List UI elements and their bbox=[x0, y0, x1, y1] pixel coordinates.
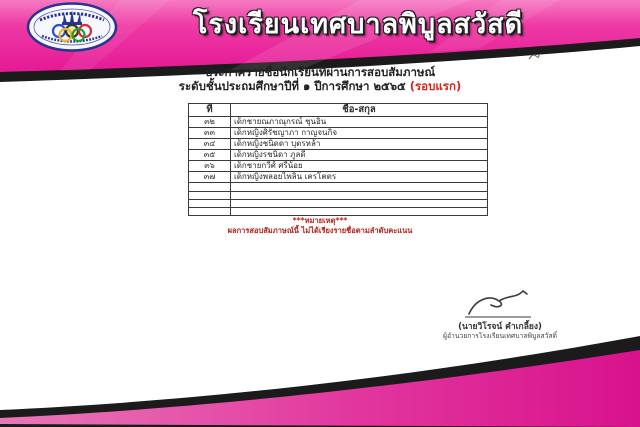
row-number: ๓๖ bbox=[189, 161, 231, 172]
signer-name: (นายวิโรจน์ คำเกลี้ยง) bbox=[458, 322, 542, 332]
note-block bbox=[0, 216, 640, 235]
row-number: ๓๔ bbox=[189, 139, 231, 150]
row-number: ๓๒ bbox=[189, 117, 231, 128]
student-name: เด็กหญิงชนิดดา บุตรหล้า bbox=[231, 139, 488, 150]
empty-table-row bbox=[189, 200, 488, 208]
student-roster-table bbox=[188, 103, 488, 216]
table-row bbox=[189, 172, 488, 183]
signer-position: ผู้อำนวยการโรงเรียนเทศบาลพิบูลสวัสดิ์ bbox=[442, 332, 558, 340]
col-header-no: ที่ bbox=[189, 104, 231, 117]
student-name: เด็กหญิงพลอยไพลิน เครโคตร bbox=[231, 172, 488, 183]
round-first-label: (รอบแรก) bbox=[409, 79, 462, 93]
table-row bbox=[189, 139, 488, 150]
table-header-row bbox=[189, 104, 488, 117]
note-text: ผลการสอบสัมภาษณ์นี้ ไม่ได้เรียงรายชื่อตามลำดับคะแนน bbox=[227, 225, 413, 235]
table-row bbox=[189, 161, 488, 172]
footer-pink-swoosh bbox=[0, 332, 640, 427]
row-number: ๓๕ bbox=[189, 150, 231, 161]
col-header-name: ชื่อ-สกุล bbox=[231, 104, 488, 117]
table-row bbox=[189, 128, 488, 139]
student-name: เด็กชายณภาณุกรณ์ ชุนอิน bbox=[231, 117, 488, 128]
announcement-title-line1: ประกาศรายชื่อนักเรียนที่ผ่านการสอบสัมภาษณ์ bbox=[204, 65, 436, 79]
handwritten-signature bbox=[461, 288, 539, 322]
school-name-banner: โรงเรียนเทศบาลพิบูลสวัสดี bbox=[192, 9, 524, 40]
row-number: ๓๓ bbox=[189, 128, 231, 139]
announcement-title-line2-text: ระดับชั้นประถมศึกษาปีที่ ๑ ปีการศึกษา ๒๕๖๕ bbox=[178, 79, 410, 93]
student-name: เด็กหญิงศิรัชญาภา กาญจนกิจ bbox=[231, 128, 488, 139]
note-heading: ***หมายเหตุ*** bbox=[292, 216, 348, 225]
row-number: ๓๗ bbox=[189, 172, 231, 183]
handwritten-mark bbox=[528, 52, 540, 61]
student-name: เด็กหญิงรชนิดา ภูลดี bbox=[231, 150, 488, 161]
student-name: เด็กชายกวีศ์ ศรีน้อย bbox=[231, 161, 488, 172]
empty-table-row bbox=[189, 208, 488, 216]
school-emblem-logo bbox=[26, 2, 118, 52]
empty-table-row bbox=[189, 183, 488, 192]
empty-table-row bbox=[189, 192, 488, 200]
announcement-title-line2 bbox=[0, 79, 640, 93]
table-row bbox=[189, 150, 488, 161]
announcement-title bbox=[0, 65, 640, 93]
table-row bbox=[189, 117, 488, 128]
